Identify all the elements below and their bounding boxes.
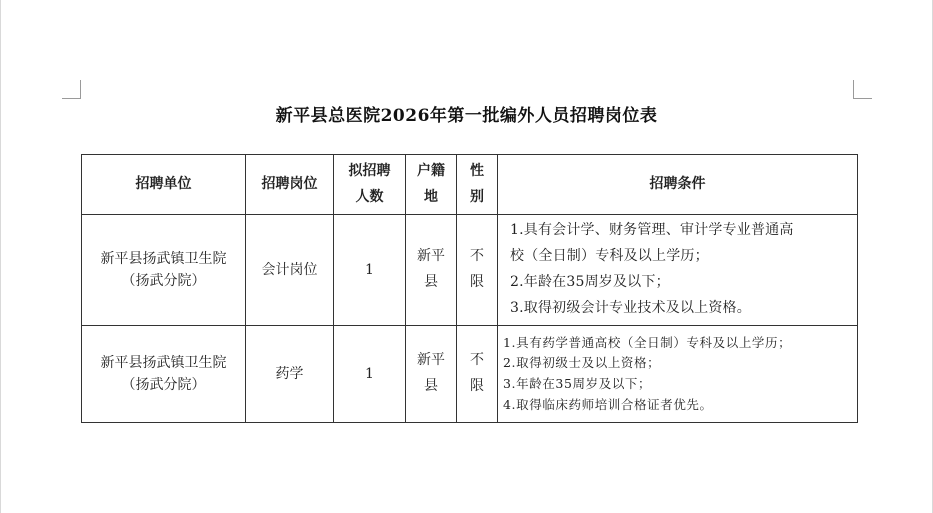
crop-mark-top-left [62,80,81,99]
unit-branch: （扬武分院） [121,377,206,393]
cell-conditions [498,215,858,326]
header-unit: 招聘单位 [82,155,246,215]
condition-line: 2.取得初级士及以上资格； [503,355,661,371]
header-count-line1: 拟招聘 [348,162,391,179]
header-conditions: 招聘条件 [498,155,858,215]
unit-name: 新平县扬武镇卫生院 [100,250,227,267]
header-count-line2: 人数 [355,188,384,205]
huji-line2: 县 [424,378,438,394]
page-edge-left [0,0,1,513]
unit-name: 新平县扬武镇卫生院 [100,354,227,371]
condition-line: 3.年龄在35周岁及以下； [503,376,652,391]
gender-line1: 不 [470,248,484,265]
crop-mark-top-right [853,80,872,99]
cell-position: 会计岗位 [246,215,334,326]
condition-line: 2.年龄在35周岁及以下； [510,274,670,290]
cell-count: 1 [334,326,406,423]
header-gender-line1: 性 [470,162,484,179]
cell-huji [406,326,457,423]
condition-line: 1.具有药学普通高校（全日制）专科及以上学历； [503,334,792,350]
cell-count: 1 [334,215,406,326]
cell-unit [82,326,246,423]
cell-gender [457,326,498,423]
table-header-row [82,155,858,215]
table-row [82,215,858,326]
huji-line1: 新平 [417,248,445,265]
gender-line2: 限 [470,274,484,290]
table-row [82,326,858,423]
cell-gender [457,215,498,326]
header-count [334,155,406,215]
condition-line: 3.取得初级会计专业技术及以上资格。 [510,299,751,316]
condition-line: 校（全日制）专科及以上学历； [510,248,709,265]
header-gender [457,155,498,215]
huji-line1: 新平 [417,352,445,369]
unit-branch: （扬武分院） [121,273,206,289]
header-huji-line1: 户籍 [417,162,445,179]
header-position: 招聘岗位 [246,155,334,215]
cell-huji [406,215,457,326]
condition-line: 4.取得临床药师培训合格证者优先。 [503,396,713,412]
cell-conditions [498,326,858,423]
header-huji [406,155,457,215]
header-gender-line2: 别 [470,188,484,205]
huji-line2: 县 [424,274,438,290]
cell-position: 药学 [246,326,334,423]
condition-line: 1.具有会计学、财务管理、审计学专业普通高 [510,222,794,239]
gender-line2: 限 [470,378,484,394]
document-title: 新平县总医院2026年第一批编外人员招聘岗位表 [275,106,658,126]
recruitment-table [81,154,858,423]
gender-line1: 不 [470,352,484,369]
cell-unit [82,215,246,326]
header-huji-line2: 地 [424,188,438,205]
